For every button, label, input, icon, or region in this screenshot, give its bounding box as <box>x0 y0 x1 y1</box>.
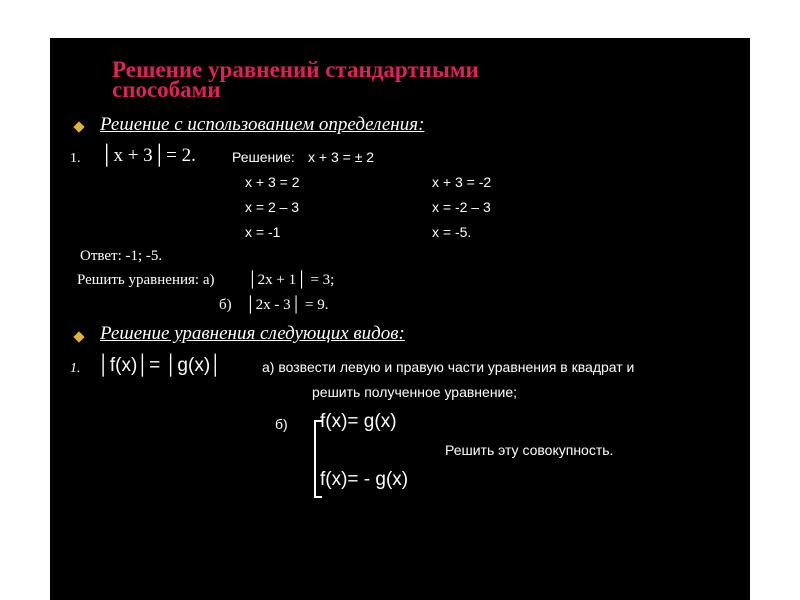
right-step-2: x = -2 – 3 <box>432 199 491 215</box>
section2-heading: Решение уравнения следующих видов: <box>100 323 405 344</box>
right-step-3: x = -5. <box>432 224 472 240</box>
left-step-2: x = 2 – 3 <box>245 199 300 215</box>
option-a-line1: а) возвести левую и правую части уравнения в квадрат и <box>262 359 635 375</box>
bracket-bottom <box>314 496 322 498</box>
left-step-1: x + 3 = 2 <box>245 174 300 190</box>
system-line1: f(x)= g(x) <box>320 411 397 432</box>
bracket-icon <box>314 420 316 498</box>
system-line2: f(x)= - g(x) <box>320 469 409 490</box>
solution-label: Решение: <box>232 149 295 165</box>
slide-title-line2: способами <box>112 77 221 102</box>
left-step-3: x = -1 <box>245 224 281 240</box>
exercise-b: │2x - 3│ = 9. <box>245 297 329 313</box>
option-a-line2: решить полученное уравнение; <box>312 384 518 400</box>
exercise-label: Решить уравнения: а) <box>77 272 215 288</box>
exercise-b-label: б) <box>219 297 232 313</box>
right-step-1: x + 3 = -2 <box>432 174 492 190</box>
exercise-a: │2x + 1│ = 3; <box>247 272 335 288</box>
answer: Ответ: -1; -5. <box>80 248 163 264</box>
section1-heading: Решение с использованием определения: <box>100 114 425 135</box>
solution-expression: x + 3 = ± 2 <box>308 149 375 165</box>
option-b-label: б) <box>275 416 288 432</box>
system-note: Решить эту совокупность. <box>445 442 614 458</box>
section2-item-number: 1. <box>70 361 81 376</box>
slide-title-line1: Решение уравнений стандартными <box>112 57 479 82</box>
section1-equation: │x + 3│= 2. <box>100 145 196 166</box>
section1-item-number: 1. <box>70 151 81 166</box>
section2-equation: │f(x)│= │g(x)│ <box>98 355 223 376</box>
